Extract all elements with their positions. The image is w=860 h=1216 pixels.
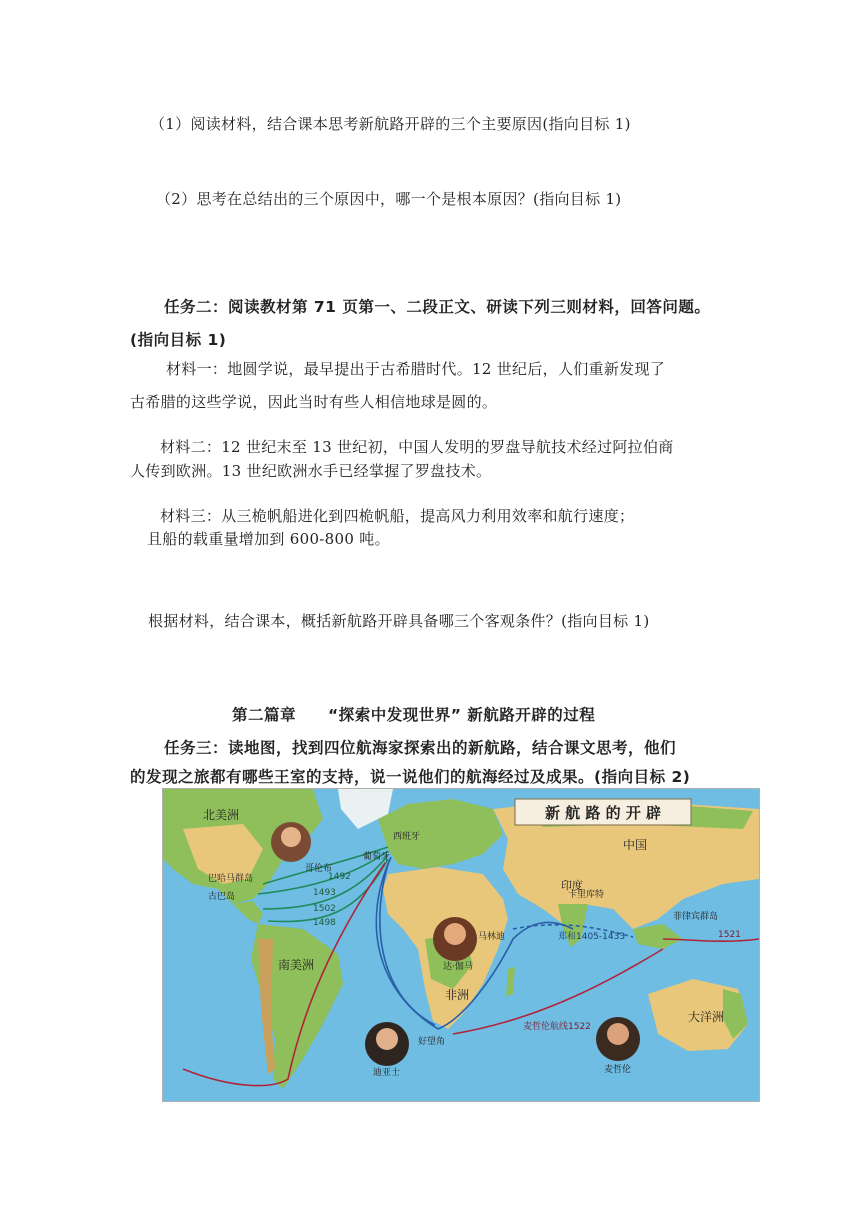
new-sea-routes-map	[162, 788, 760, 1102]
label-1498: 1498	[313, 918, 336, 928]
label-spain: 西班牙	[393, 832, 421, 842]
label-magellan: 麦哲伦	[604, 1065, 632, 1075]
label-1493: 1493	[313, 888, 336, 898]
label-bahamas: 巴哈马群岛	[208, 874, 254, 884]
magellan-portrait	[596, 1017, 640, 1061]
question-1: （1）阅读材料，结合课本思考新航路开辟的三个主要原因(指向目标 1)	[150, 115, 631, 133]
task2-heading-target: (指向目标 1)	[130, 331, 227, 349]
task3-heading-line-2: 的发现之旅都有哪些王室的支持，说一说他们的航海经过及成果。(指向目标 2)	[130, 768, 691, 786]
material-2-line-2: 人传到欧洲。13 世纪欧洲水手已经掌握了罗盘技术。	[130, 462, 492, 480]
task3-heading: 任务三：读地图，找到四位航海家探索出的新航路，结合课文思考，他们	[164, 739, 677, 757]
label-1502: 1502	[313, 904, 336, 914]
label-magellan-1522: 麦哲伦航线1522	[523, 1022, 591, 1032]
label-1492: 1492	[328, 872, 351, 882]
material-1-line-2: 古希腊的这些学说，因此当时有些人相信地球是圆的。	[130, 393, 498, 411]
label-philippines: 菲律宾群岛	[673, 912, 719, 922]
label-north-america: 北美洲	[203, 808, 240, 822]
material-3-line-2: 且船的载重量增加到 600-800 吨。	[147, 530, 390, 548]
label-cuba: 古巴岛	[208, 892, 236, 902]
label-oceania: 大洋洲	[688, 1010, 725, 1024]
dias-portrait	[365, 1022, 409, 1066]
label-zhenghe: 郑和1405-1433	[558, 932, 626, 942]
material-1-line-1: 材料一：地圆学说，最早提出于古希腊时代。12 世纪后，人们重新发现了	[166, 360, 666, 378]
material-2-line-1: 材料二：12 世纪末至 13 世纪初，中国人发明的罗盘导航技术经过阿拉伯商	[160, 438, 674, 456]
label-dias: 迪亚士	[373, 1068, 401, 1078]
map-title: 新 航 路 的 开 辟	[544, 804, 662, 822]
task2-heading: 任务二：阅读教材第 71 页第一、二段正文、研读下列三则材料，回答问题。	[164, 298, 711, 316]
label-south-america: 南美洲	[278, 958, 315, 972]
label-china: 中国	[623, 838, 648, 852]
task2-question: 根据材料，结合课本，概括新航路开辟具备哪三个客观条件？(指向目标 1)	[148, 612, 650, 630]
question-2: （2）思考在总结出的三个原因中，哪一个是根本原因？(指向目标 1)	[156, 190, 622, 208]
label-dagama: 达·伽马	[443, 962, 473, 972]
map-canvas	[163, 789, 759, 1101]
chapter-2-title: 第二篇章 “探索中发现世界” 新航路开辟的过程	[232, 706, 596, 724]
columbus-portrait	[271, 822, 311, 862]
material-3-line-1: 材料三：从三桅帆船进化到四桅帆船，提高风力利用效率和航行速度；	[160, 507, 635, 525]
label-india: 印度	[561, 879, 583, 892]
label-africa: 非洲	[445, 988, 470, 1002]
label-columbus: 哥伦布	[305, 864, 333, 874]
dagama-portrait	[433, 917, 477, 961]
label-malindi: 马林迪	[478, 932, 506, 942]
label-portugal: 葡萄牙	[363, 852, 391, 862]
label-good-hope: 好望角	[418, 1037, 446, 1047]
label-1521: 1521	[718, 930, 741, 940]
label-calicut: 卡里库特	[568, 890, 605, 900]
